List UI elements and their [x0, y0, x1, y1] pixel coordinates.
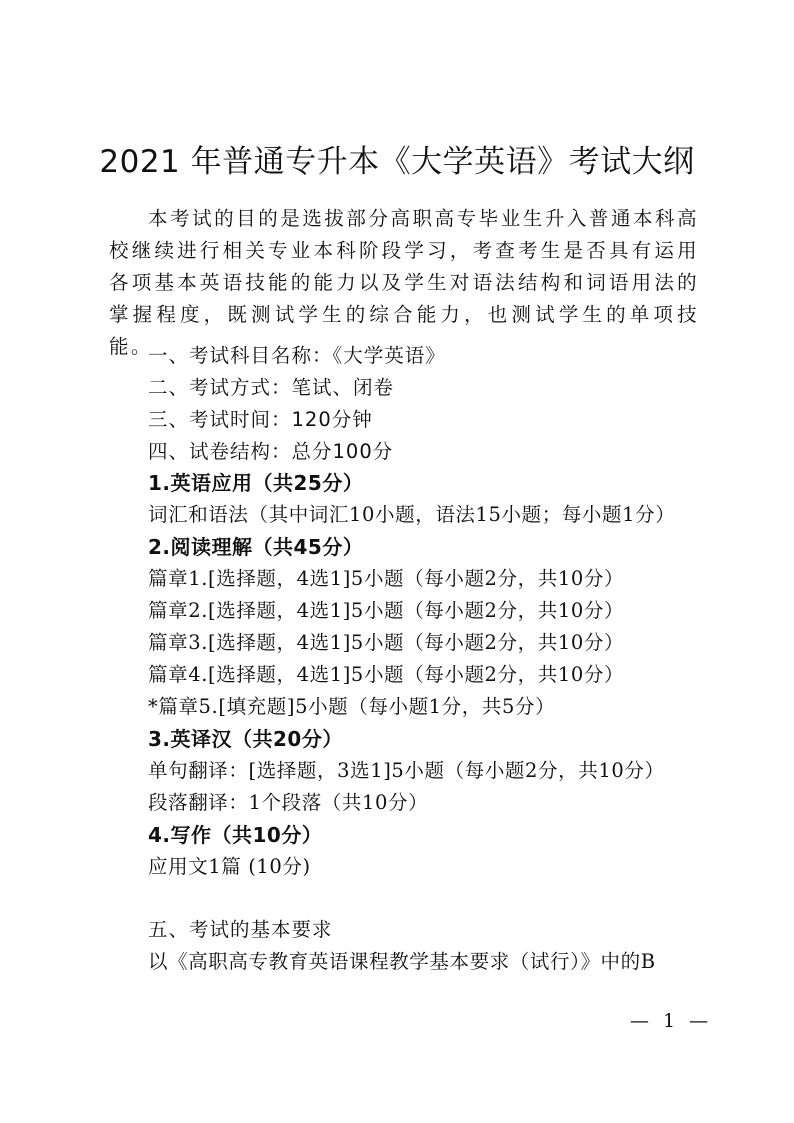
requirements-text: 以《高职高专教育英语课程教学基本要求（试行）》中的B — [148, 950, 656, 973]
part2-line-3: 篇章3.[选择题，4选1]5小题（每小题2分，共10分） — [148, 631, 625, 654]
part3-line-1: 单句翻译：[选择题，3选1]5小题（每小题2分，共10分） — [148, 759, 665, 782]
intro-paragraph: 本考试的目的是选拔部分高职高专毕业生升入普通本科高校继续进行相关专业本科阶段学习，考查考生是否具有运用各项基本英语技能的能力以及学生对语法结构和词语用法的掌握程度，既测试学生的综合能力，也测试学生的单项技能。 — [109, 207, 699, 358]
part2-line-5: *篇章5.[填充题]5小题（每小题1分，共5分） — [148, 695, 556, 718]
section-subject: 一、考试科目名称：《大学英语》 — [148, 344, 446, 367]
part4-heading: 4.写作（共10分） — [148, 823, 323, 847]
section-method: 二、考试方式：笔试、闭卷 — [148, 376, 395, 399]
part4-line-1: 应用文1篇 (10分) — [148, 855, 311, 878]
requirements-heading: 五、考试的基本要求 — [148, 918, 333, 941]
part1-heading: 1.英语应用（共25分） — [148, 471, 364, 495]
part3-heading: 3.英译汉（共20分） — [148, 727, 343, 751]
part2-line-2: 篇章2.[选择题，4选1]5小题（每小题2分，共10分） — [148, 599, 625, 622]
part2-line-4: 篇章4.[选择题，4选1]5小题（每小题2分，共10分） — [148, 663, 625, 686]
part2-line-1: 篇章1.[选择题，4选1]5小题（每小题2分，共10分） — [148, 567, 625, 590]
section-structure: 四、试卷结构：总分100分 — [148, 440, 394, 463]
part2-heading: 2.阅读理解（共45分） — [148, 535, 364, 559]
part3-line-2: 段落翻译：1个段落（共10分） — [148, 791, 429, 814]
section-time: 三、考试时间：120分钟 — [148, 408, 373, 431]
page-number: — 1 — — [630, 1010, 713, 1032]
part1-line: 词汇和语法（其中词汇10小题，语法15小题；每小题1分） — [148, 503, 676, 526]
document-title: 2021 年普通专升本《大学英语》考试大纲 — [99, 144, 695, 180]
